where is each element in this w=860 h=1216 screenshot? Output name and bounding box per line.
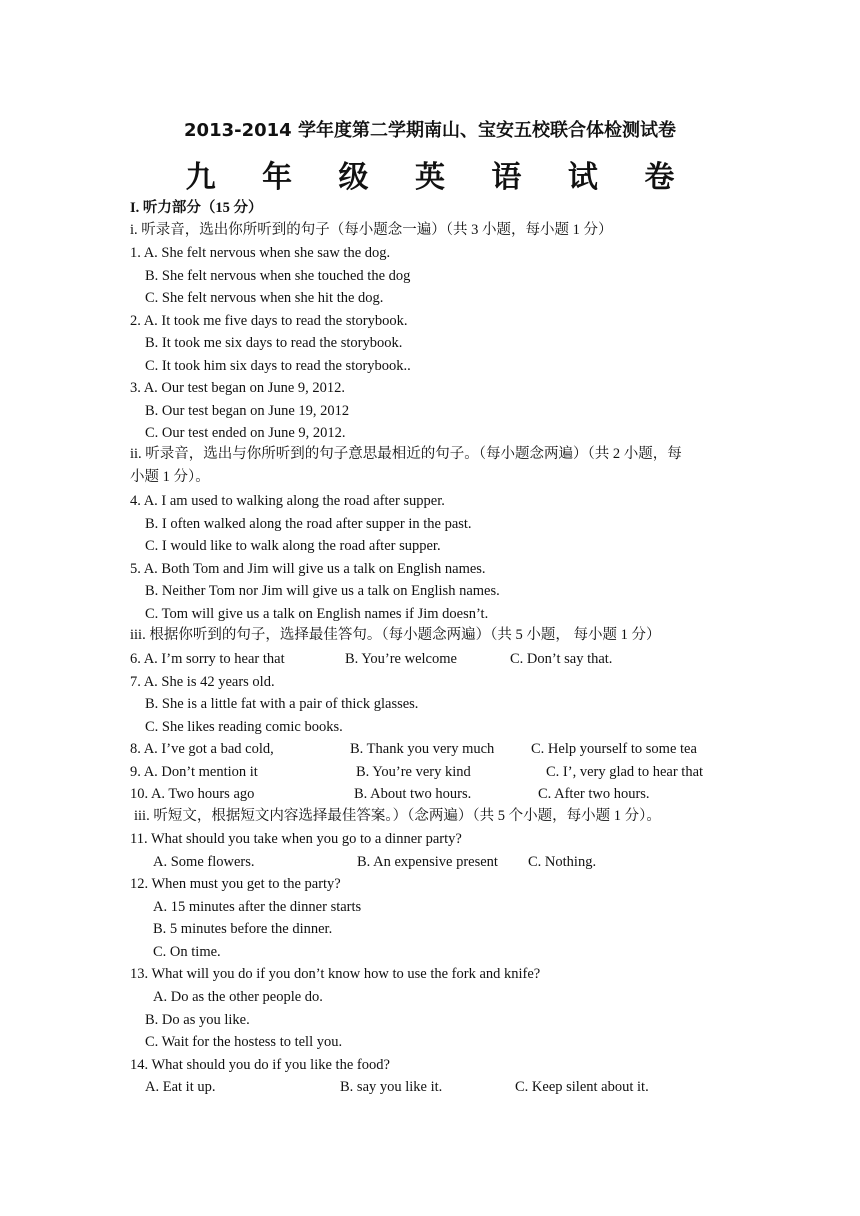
q12-option-c: C. On time. [153,944,221,960]
q2-option-b: B. It took me six days to read the storybook. [145,335,403,351]
q4-option-b: B. I often walked along the road after supper in the past. [145,516,472,532]
q14-option-a: A. Eat it up. [145,1079,216,1095]
q14-question: 14. What should you do if you like the food? [130,1057,390,1073]
q8-option-b: B. Thank you very much [350,741,495,757]
q4-option-c: C. I would like to walk along the road after supper. [145,538,441,554]
q12-question: 12. When must you get to the party? [130,876,341,892]
q6-option-a: 6. A. I’m sorry to hear that [130,651,285,667]
paper-title: 九 年 级 英 语 试 卷 [185,160,693,195]
q14-option-b: B. say you like it. [340,1079,443,1095]
q5-option-b: B. Neither Tom nor Jim will give us a talk on English names. [145,583,500,599]
q2-option-c: C. It took him six days to read the storybook.. [145,358,411,374]
q3-option-c: C. Our test ended on June 9, 2012. [145,425,346,441]
q12-option-b: B. 5 minutes before the dinner. [153,921,333,937]
q3-option-a: 3. A. Our test began on June 9, 2012. [130,380,346,396]
q11-option-a: A. Some flowers. [153,854,255,870]
q5-option-c: C. Tom will give us a talk on English names if Jim doesn’t. [145,606,489,622]
q11-question: 11. What should you take when you go to a dinner party? [130,831,462,847]
q8-option-c: C. Help yourself to some tea [531,741,697,757]
q9-option-c: C. I’, very glad to hear that [546,764,704,780]
q13-option-c: C. Wait for the hostess to tell you. [145,1034,343,1050]
q1-option-c: C. She felt nervous when she hit the dog. [145,290,384,306]
exam-title: 2013-2014 学年度第二学期南山、宝安五校联合体检测试卷 [184,120,676,141]
q1-option-a: 1. A. She felt nervous when she saw the dog. [130,245,391,261]
q6-option-c: C. Don’t say that. [510,651,613,667]
part-listening-heading: I. 听力部分（15 分） [130,200,263,216]
q11-option-b: B. An expensive present [357,854,498,870]
q1-option-b: B. She felt nervous when she touched the dog [145,268,411,284]
q2-option-a: 2. A. It took me five days to read the storybook. [130,313,408,329]
q9-option-a: 9. A. Don’t mention it [130,764,258,780]
q6-option-b: B. You’re welcome [345,651,457,667]
section-ii-instructions: ii. 听录音，选出与你所听到的句子意思最相近的句子。（每小题念两遍）（共 2 小题，每 [130,446,682,462]
q10-option-a: 10. A. Two hours ago [130,786,255,802]
q9-option-b: B. You’re very kind [356,764,471,780]
q11-option-c: C. Nothing. [528,854,597,870]
q10-option-c: C. After two hours. [538,786,650,802]
q13-option-b: B. Do as you like. [145,1012,250,1028]
q14-option-c: C. Keep silent about it. [515,1079,649,1095]
q7-option-b: B. She is a little fat with a pair of thick glasses. [145,696,419,712]
section-i-instructions: i. 听录音，选出你所听到的句子（每小题念一遍）（共 3 小题，每小题 1 分） [130,222,613,238]
q7-option-c: C. She likes reading comic books. [145,719,343,735]
section-iv-instructions: iii. 听短文，根据短文内容选择最佳答案。）（念两遍）（共 5 个小题，每小题 1 分）。 [134,808,661,824]
section-ii-instructions-cont: 小题 1 分）。 [130,469,210,485]
q3-option-b: B. Our test began on June 19, 2012 [145,403,350,419]
q12-option-a: A. 15 minutes after the dinner starts [153,899,362,915]
q8-option-a: 8. A. I’ve got a bad cold, [130,741,274,757]
q13-option-a: A. Do as the other people do. [153,989,323,1005]
q10-option-b: B. About two hours. [354,786,472,802]
q13-question: 13. What will you do if you don’t know how to use the fork and knife? [130,966,541,982]
section-iii-instructions: iii. 根据你听到的句子，选择最佳答句。（每小题念两遍）（共 5 小题， 每小题 1 分） [130,627,661,643]
q4-option-a: 4. A. I am used to walking along the road after supper. [130,493,445,509]
q5-option-a: 5. A. Both Tom and Jim will give us a talk on English names. [130,561,486,577]
q7-option-a: 7. A. She is 42 years old. [130,674,275,690]
